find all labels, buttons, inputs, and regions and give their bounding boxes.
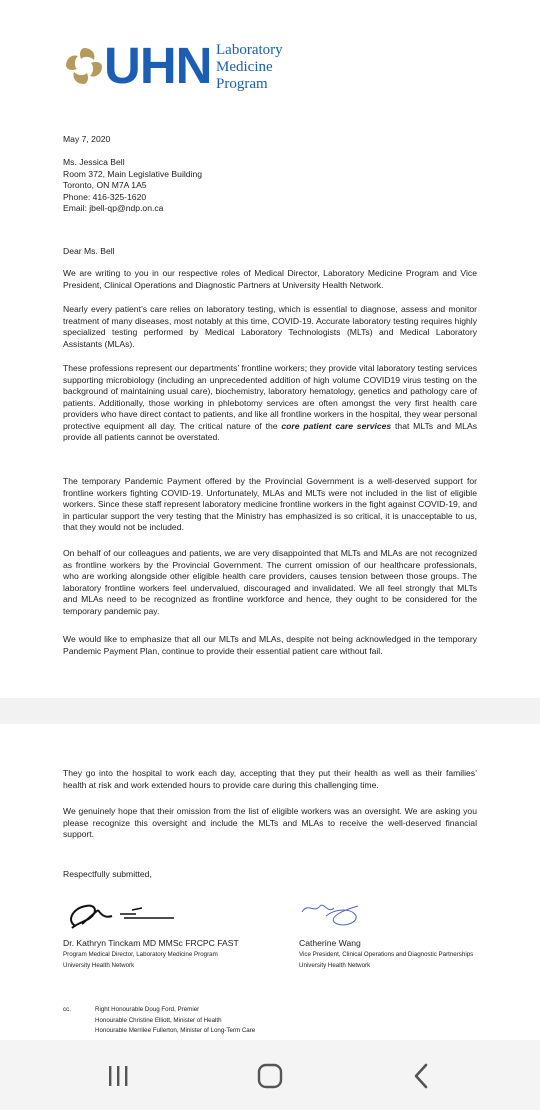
signature-tinckam — [62, 896, 192, 936]
signer2-name: Catherine Wang — [299, 938, 361, 948]
signer1-name: Dr. Kathryn Tinckam MD MMSc FRCPC FAST — [63, 938, 239, 948]
recipient-address — [63, 157, 477, 215]
signer2-org: University Health Network — [299, 962, 371, 969]
salutation: Dear Ms. Bell — [63, 246, 115, 256]
back-icon — [402, 1062, 442, 1090]
signer1-org: University Health Network — [63, 962, 135, 969]
recipient-address-line1: Room 372, Main Legislative Building — [63, 168, 203, 179]
home-button[interactable] — [250, 1062, 290, 1090]
paragraph-4: The temporary Pandemic Payment offered by the Provincial Government is a well-deserved support for frontline workers fighting COVID-19. Unfortunately, MLAs and MLTs were not included in the list of eligible workers. Since these staff represent laboratory medicine frontline workers in the fight against COVID-19, and in particular support the very testing that the Ministry has emphasized is so critical, it is unacceptable to us, that they would not be included. — [63, 476, 477, 532]
letter-page-2 — [0, 724, 540, 1040]
android-nav-bar — [0, 1040, 540, 1110]
recipient-phone: Phone: 416-325-1620 — [63, 191, 147, 202]
paragraph-8: We genuinely hope that their omission from the list of eligible workers was an oversight. We are asking you please recognize this oversight and include the MLTs and MLAs to receive the well-deserved financial support. — [63, 806, 477, 839]
back-button[interactable] — [402, 1062, 442, 1090]
uhn-emblem-icon — [62, 44, 106, 88]
recipient-name: Ms. Jessica Bell — [63, 157, 125, 167]
cc-line-2: Honourable Christine Elliott, Minister of Health — [95, 1017, 222, 1024]
signer2-title: Vice President, Clinical Operations and Diagnostic Partnerships — [299, 951, 474, 958]
logo-program-name: Laboratory Medicine Program — [216, 42, 283, 92]
signer1-title: Program Medical Director, Laboratory Medicine Program — [63, 951, 218, 958]
logo-abbrev: UHN — [104, 37, 212, 94]
closing: Respectfully submitted, — [63, 869, 152, 879]
paragraph-5: On behalf of our colleagues and patients, we are very disappointed that MLTs and MLAs are not recognized as frontline workers by the Provincial Government. The current omission of our healthcare professionals, who are working alongside other eligible health care providers, causes tension between those groups. The laboratory frontline workers feel undervalued, discouraged and invalidated. We all feel strongly that MLTs and MLAs need to be recognized as frontline workforce and hence, they ought to be considered for the temporary pandemic pay. — [63, 548, 477, 616]
page-break — [0, 698, 540, 724]
cc-line-3: Honourable Merrilee Fullerton, Minister of Long-Term Care — [95, 1027, 256, 1034]
paragraph-2: Nearly every patient’s care relies on laboratory testing, which is essential to diagnose, assess and monitor treatment of many diseases, most notably at this time, COVID-19. Accurate laboratory testing requires highly specialized testing performed by Medical Laboratory Technologists (MLTs) and Medical Laboratory Assistants (MLAs). — [63, 304, 477, 349]
letter-date: May 7, 2020 — [63, 134, 111, 144]
uhn-logo — [62, 38, 312, 98]
emphasis-core-care: core patient care services — [281, 420, 392, 431]
paragraph-7: They go into the hospital to work each day, accepting that they put their health as well as their families’ health at risk and work extended hours to provide care during this challenging time. — [63, 768, 477, 790]
recipient-address-line2: Toronto, ON M7A 1A5 — [63, 180, 147, 190]
paragraph-3: These professions represent our departments’ frontline workers; they provide vital laboratory testing services supporting microbiology (including an unprecedented addition of high volume COVID19 virus testing on the background of maintaining usual care), biochemistry, laboratory hematology, genetics and pathology care of patients. Additionally, those working in phlebotomy services are often amongst the very first health care providers who have direct contact to patients, and like all frontline workers in the hospital, they wear personal protective equipment all day. The critical nature of the core patient care services that MLTs and MLAs provide all patients cannot be overstated. — [63, 363, 477, 442]
home-icon — [250, 1062, 290, 1090]
recipient-email: Email: jbell-qp@ndp.on.ca — [63, 203, 164, 213]
cc-line-1: Right Honourable Doug Ford, Premier — [95, 1006, 200, 1013]
paragraph-6: We would like to emphasize that all our MLTs and MLAs, despite not being acknowledged in the temporary Pandemic Payment Plan, continue to provide their essential patient care without fail. — [63, 634, 477, 656]
signature-wang — [296, 894, 376, 934]
paragraph-1: We are writing to you in our respective roles of Medical Director, Laboratory Medicine Program and Vice President, Clinical Operations and Diagnostic Partners at University Health Network. — [63, 268, 477, 290]
recent-apps-icon — [98, 1062, 138, 1090]
recent-apps-button[interactable] — [98, 1062, 138, 1090]
cc-label: cc. — [63, 1006, 71, 1013]
